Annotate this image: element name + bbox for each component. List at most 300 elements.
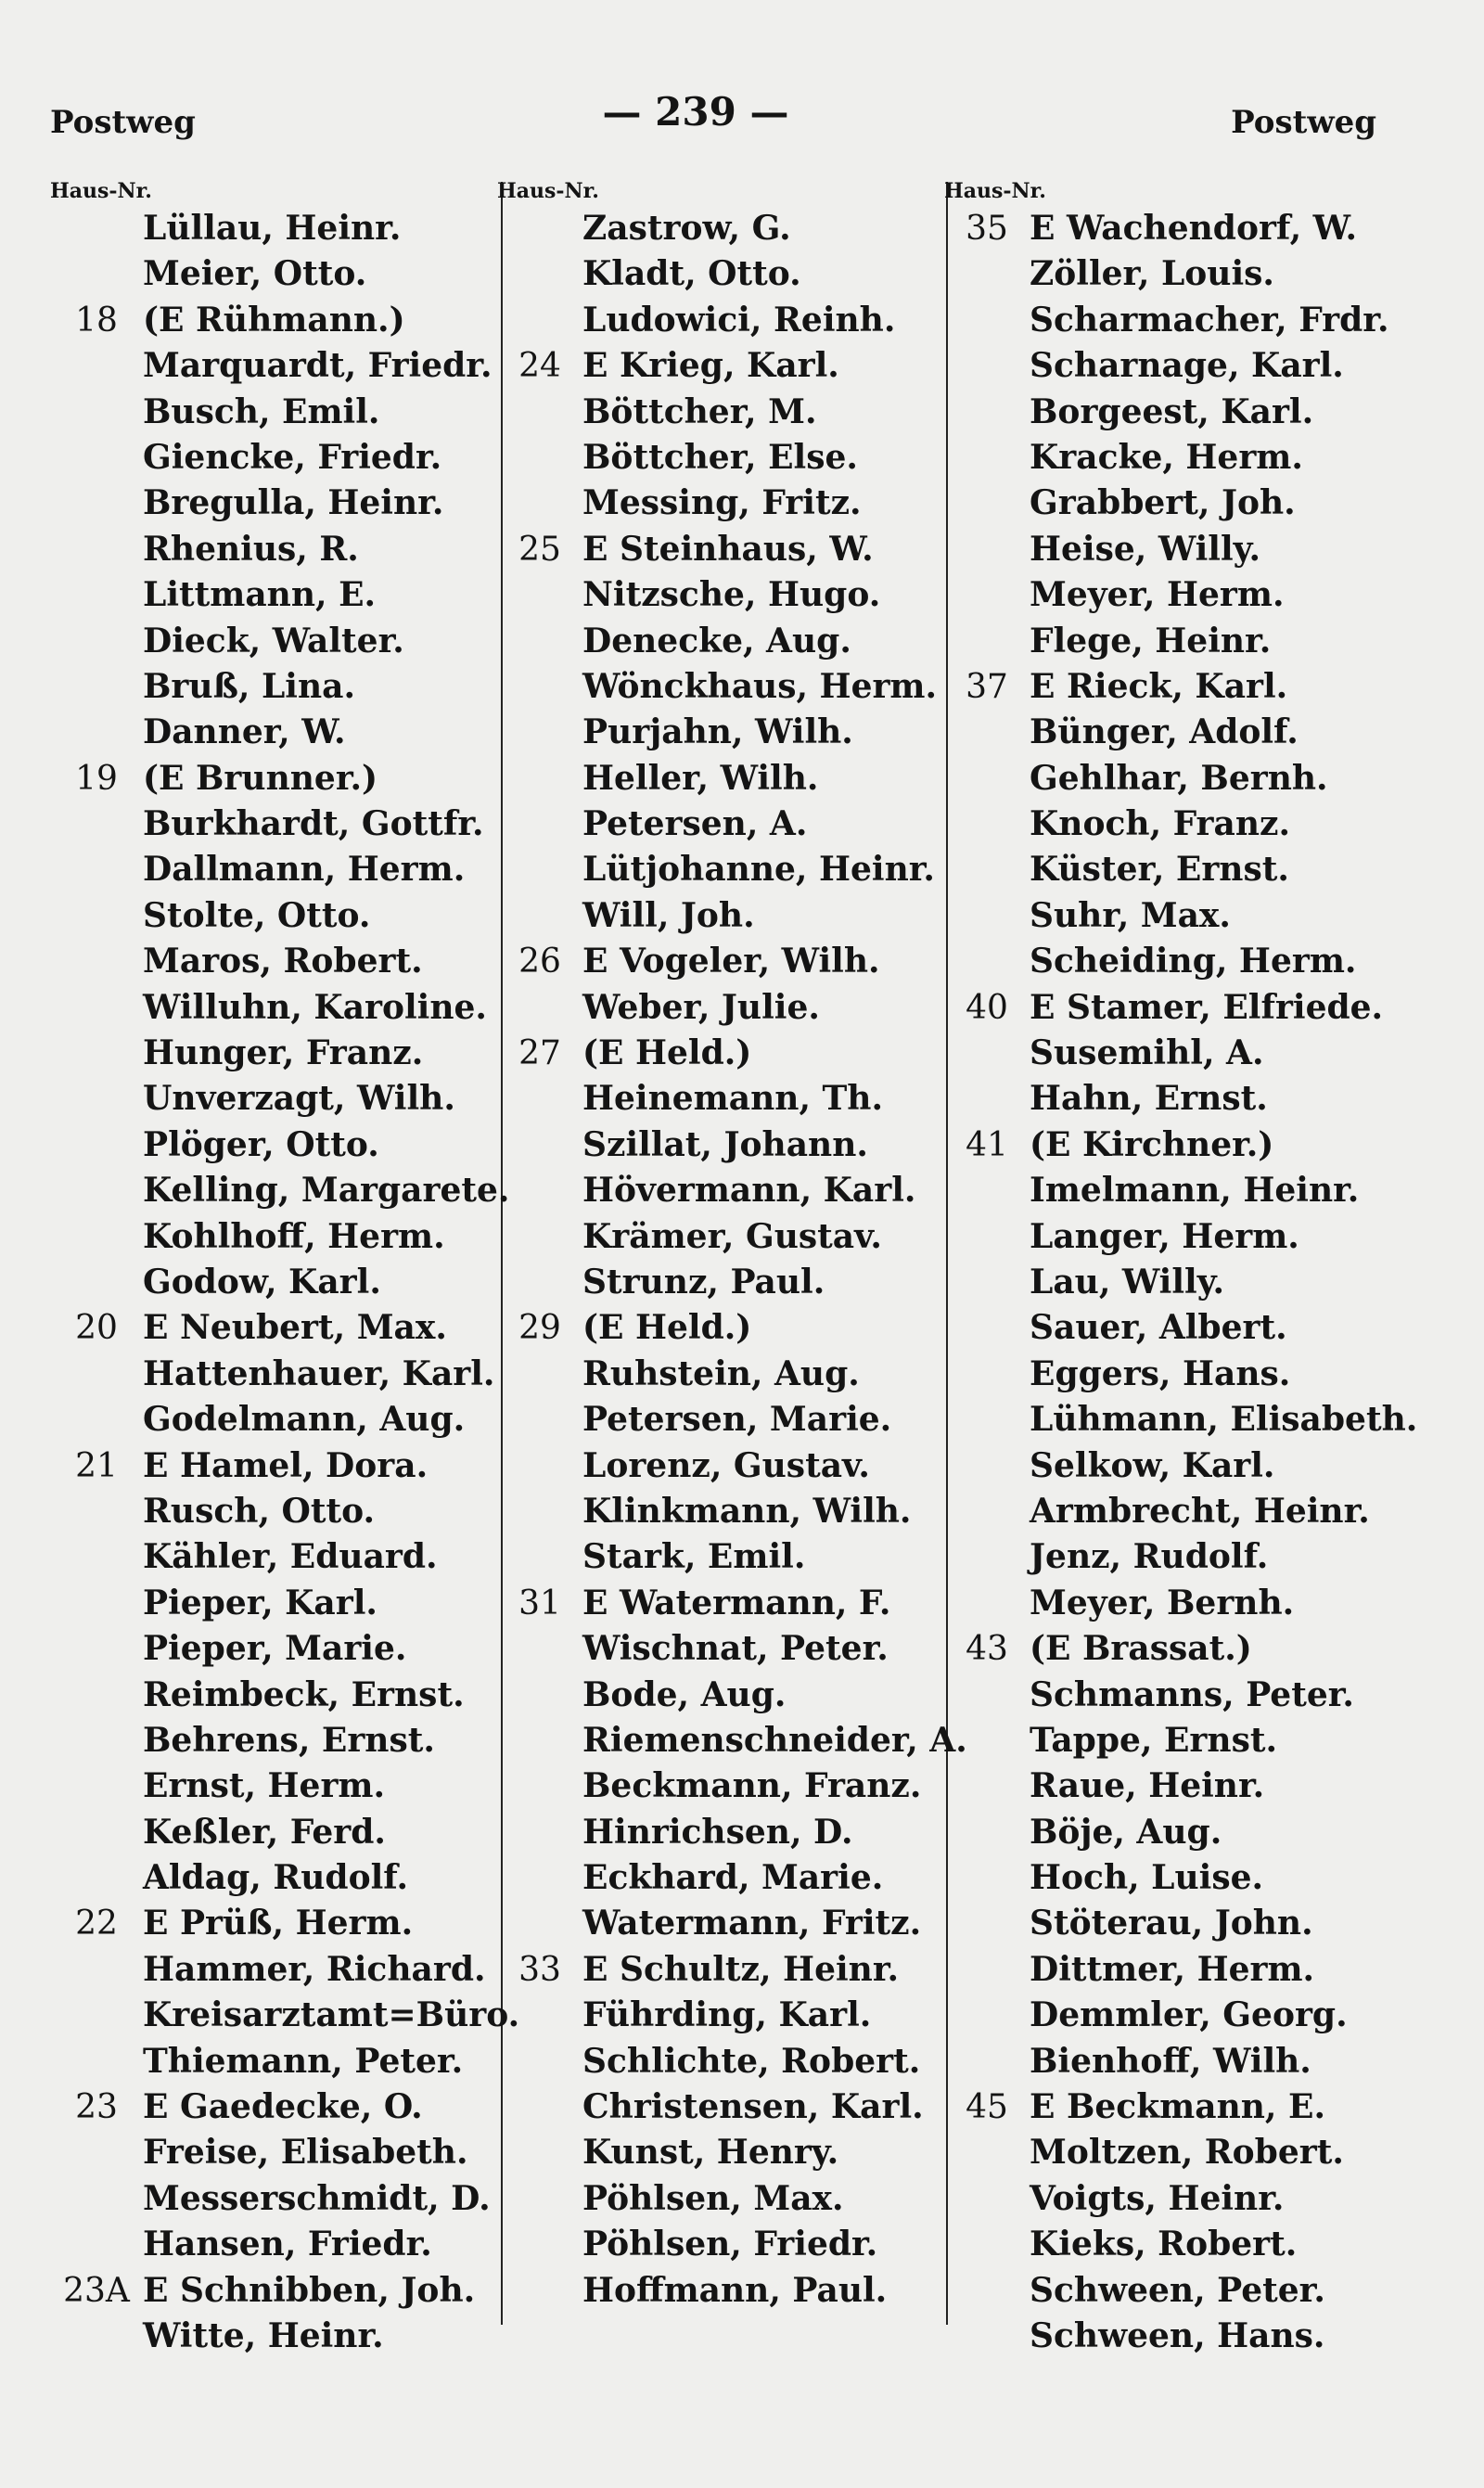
resident-name: Stolte, Otto. [143, 895, 371, 935]
directory-entry [944, 710, 1426, 755]
resident-name: Ruhstein, Aug. [582, 1353, 860, 1393]
resident-name: E Watermann, F. [582, 1583, 891, 1622]
directory-entry [944, 939, 1426, 984]
directory-entry [50, 710, 495, 755]
resident-name: Lau, Willy. [1030, 1262, 1225, 1302]
resident-name: Hattenhauer, Karl. [143, 1353, 495, 1393]
house-number: 31 [518, 1584, 561, 1622]
resident-name: Behrens, Ernst. [143, 1720, 435, 1760]
directory-entry [50, 1305, 495, 1351]
directory-entry [944, 343, 1426, 389]
directory-entry [50, 664, 495, 710]
resident-name: Purjahn, Wilh. [582, 712, 853, 752]
directory-entry [944, 664, 1426, 710]
directory-entry [50, 847, 495, 892]
directory-entry [50, 481, 495, 526]
resident-name: Will, Joh. [582, 895, 755, 935]
resident-name: Armbrecht, Heinr. [1030, 1491, 1370, 1531]
resident-name: Zöller, Louis. [1030, 254, 1274, 294]
directory-entry [497, 481, 942, 526]
resident-name: Watermann, Fritz. [582, 1904, 922, 1943]
resident-name: E Krieg, Karl. [582, 346, 839, 386]
resident-name: Gehlhar, Bernh. [1030, 758, 1328, 798]
resident-name: Kracke, Herm. [1030, 437, 1303, 477]
directory-entry [944, 1718, 1426, 1763]
directory-entry [50, 1901, 495, 1946]
resident-name: Meyer, Bernh. [1030, 1583, 1295, 1622]
directory-entry [497, 2084, 942, 2130]
directory-entry [497, 802, 942, 847]
resident-name: Flege, Heinr. [1030, 621, 1272, 660]
directory-entry [497, 2222, 942, 2267]
directory-entry [497, 2039, 942, 2084]
resident-name: Beckmann, Franz. [582, 1766, 922, 1806]
directory-entry [497, 664, 942, 710]
resident-name: Godelmann, Aug. [143, 1400, 466, 1440]
resident-name: Kohlhoff, Herm. [143, 1216, 445, 1256]
resident-name: Strunz, Paul. [582, 1262, 825, 1302]
resident-name: Hoffmann, Paul. [582, 2270, 888, 2310]
directory-entry [944, 481, 1426, 526]
resident-name: E Hamel, Dora. [143, 1445, 429, 1485]
directory-entry [497, 985, 942, 1031]
house-number: 24 [518, 347, 561, 386]
directory-entry [50, 893, 495, 939]
directory-entry [944, 1581, 1426, 1626]
house-number: 23 [75, 2088, 118, 2127]
resident-name: Maros, Robert. [143, 942, 423, 981]
directory-entry [944, 1626, 1426, 1672]
resident-name: Pöhlsen, Max. [582, 2178, 844, 2218]
directory-entry [497, 1031, 942, 1076]
directory-entry [944, 1352, 1426, 1397]
resident-name: E Schultz, Heinr. [582, 1949, 900, 1989]
house-number: 19 [75, 759, 118, 798]
directory-entry [497, 1810, 942, 1855]
page-number: — 239 — [602, 89, 789, 135]
resident-name: Meier, Otto. [143, 254, 367, 294]
resident-name: Schlichte, Robert. [582, 2041, 921, 2081]
directory-entry [497, 435, 942, 481]
resident-name: E Schnibben, Joh. [143, 2270, 476, 2310]
resident-name: Hunger, Franz. [143, 1033, 424, 1073]
directory-entry [50, 1947, 495, 1993]
directory-entry [50, 2222, 495, 2267]
house-number: 25 [518, 530, 561, 569]
resident-name: Krämer, Gustav. [582, 1216, 882, 1256]
house-number: 43 [966, 1630, 1008, 1669]
resident-name: Christensen, Karl. [582, 2087, 924, 2127]
directory-entry [497, 1214, 942, 1260]
resident-name: Burkhardt, Gottfr. [143, 804, 484, 844]
directory-entry [497, 710, 942, 755]
directory-entry [497, 1947, 942, 1993]
directory-entry [50, 251, 495, 297]
directory-entry [497, 1763, 942, 1809]
directory-entry [944, 1443, 1426, 1489]
directory-entry [944, 2268, 1426, 2314]
directory-entry [944, 619, 1426, 664]
resident-name: E Neubert, Max. [143, 1308, 447, 1348]
resident-name: Ernst, Herm. [143, 1766, 386, 1806]
directory-entry [50, 2130, 495, 2175]
directory-entry [944, 1810, 1426, 1855]
resident-name: Hinrichsen, D. [582, 1812, 853, 1852]
directory-column-1 [50, 176, 520, 2359]
directory-entry [497, 1993, 942, 2038]
resident-name: Bode, Aug. [582, 1674, 787, 1714]
directory-entry [497, 2176, 942, 2222]
directory-entry [50, 1993, 520, 2038]
resident-name: Wönckhaus, Herm. [582, 666, 938, 706]
resident-name: Ludowici, Reinh. [582, 300, 896, 340]
directory-entry [50, 1534, 495, 1580]
house-number: 40 [966, 988, 1008, 1027]
directory-entry [50, 1260, 495, 1305]
directory-entry [944, 206, 1426, 251]
directory-entry [944, 1122, 1426, 1168]
resident-name: Marquardt, Friedr. [143, 346, 493, 386]
directory-entry [944, 893, 1426, 939]
resident-name: Suhr, Max. [1030, 895, 1231, 935]
directory-entry [50, 2039, 495, 2084]
directory-entry [944, 1214, 1426, 1260]
resident-name: Kähler, Eduard. [143, 1537, 438, 1577]
directory-entry [50, 435, 495, 481]
resident-name: Stark, Emil. [582, 1537, 806, 1577]
directory-entry [497, 2268, 942, 2314]
directory-entry [50, 527, 495, 572]
directory-entry [944, 1673, 1426, 1718]
directory-entry [944, 527, 1426, 572]
column-heading: Haus-Nr. [497, 179, 599, 203]
resident-name: Hoch, Luise. [1030, 1858, 1264, 1898]
resident-name: Hövermann, Karl. [582, 1171, 916, 1211]
column-heading: Haus-Nr. [944, 179, 1046, 203]
resident-name: Rhenius, R. [143, 529, 359, 569]
resident-name: Reimbeck, Ernst. [143, 1674, 465, 1714]
resident-name: Hahn, Ernst. [1030, 1079, 1268, 1119]
resident-name: E Steinhaus, W. [582, 529, 874, 569]
resident-name: Scharmacher, Frdr. [1030, 300, 1389, 340]
directory-entry [497, 1122, 942, 1168]
directory-entry [944, 1855, 1426, 1901]
directory-entry [497, 893, 942, 939]
resident-name: Dieck, Walter. [143, 621, 404, 660]
house-number: 27 [518, 1034, 561, 1073]
directory-entry [497, 1397, 942, 1443]
resident-name: Keßler, Ferd. [143, 1812, 386, 1852]
directory-entry [497, 2130, 942, 2175]
house-number: 23A [63, 2271, 130, 2310]
resident-name: Schween, Hans. [1030, 2315, 1325, 2355]
resident-name: Lüllau, Heinr. [143, 209, 402, 248]
directory-entry [50, 2268, 495, 2314]
resident-name: Heise, Willy. [1030, 529, 1260, 569]
resident-name: Willuhn, Karoline. [143, 987, 487, 1027]
resident-name: Eggers, Hans. [1030, 1353, 1291, 1393]
resident-name: Hansen, Friedr. [143, 2225, 432, 2264]
directory-entry [50, 1810, 495, 1855]
house-number: 45 [966, 2088, 1008, 2127]
column-heading: Haus-Nr. [50, 179, 152, 203]
house-number: 29 [518, 1309, 561, 1348]
resident-name: Pieper, Marie. [143, 1629, 407, 1669]
directory-entry [50, 1443, 495, 1489]
directory-entry [944, 572, 1426, 618]
directory-entry [50, 1855, 495, 1901]
directory-entry [944, 298, 1426, 343]
directory-entry [944, 2084, 1426, 2130]
resident-name: Bruß, Lina. [143, 666, 356, 706]
resident-name: E Gaedecke, O. [143, 2087, 423, 2127]
directory-entry [944, 1397, 1426, 1443]
house-number: 26 [518, 943, 561, 981]
directory-entry [944, 1168, 1426, 1213]
resident-name: Susemihl, A. [1030, 1033, 1264, 1073]
resident-name: E Prüß, Herm. [143, 1904, 414, 1943]
resident-name: Heller, Wilh. [582, 758, 819, 798]
directory-entry [944, 435, 1426, 481]
resident-name: Kunst, Henry. [582, 2133, 839, 2173]
resident-name: Dallmann, Herm. [143, 850, 466, 890]
resident-name: Godow, Karl. [143, 1262, 381, 1302]
house-number: 35 [966, 210, 1008, 248]
resident-name: Petersen, Marie. [582, 1400, 892, 1440]
resident-name: Bünger, Adolf. [1030, 712, 1298, 752]
directory-entry [944, 756, 1426, 802]
resident-name: Imelmann, Heinr. [1030, 1171, 1360, 1211]
directory-entry [944, 1076, 1426, 1122]
resident-name: Riemenschneider, A. [582, 1720, 967, 1760]
resident-name: Kelling, Margarete. [143, 1171, 510, 1211]
directory-entry [944, 1031, 1426, 1076]
resident-name: Borgeest, Karl. [1030, 391, 1314, 431]
directory-entry [944, 2222, 1426, 2267]
resident-name: Aldag, Rudolf. [143, 1858, 409, 1898]
directory-entry [50, 343, 495, 389]
resident-name: Eckhard, Marie. [582, 1858, 884, 1898]
resident-name: Pieper, Karl. [143, 1583, 377, 1622]
directory-entry [50, 1581, 495, 1626]
directory-entry [50, 206, 495, 251]
directory-entry [497, 1718, 967, 1763]
resident-name: Denecke, Aug. [582, 621, 851, 660]
resident-name: Scharnage, Karl. [1030, 346, 1344, 386]
directory-entry [497, 1534, 942, 1580]
house-number: 41 [966, 1125, 1008, 1164]
directory-entry [497, 390, 942, 435]
resident-name: Böttcher, Else. [582, 437, 858, 477]
house-number: 18 [75, 301, 118, 340]
resident-name: Schween, Peter. [1030, 2270, 1325, 2310]
resident-name: Sauer, Albert. [1030, 1308, 1287, 1348]
directory-entry [944, 2039, 1426, 2084]
resident-name: (E Brassat.) [1030, 1629, 1252, 1669]
resident-name: Voigts, Heinr. [1030, 2178, 1285, 2218]
resident-name: Witte, Heinr. [143, 2315, 384, 2355]
directory-entry [944, 1763, 1426, 1809]
resident-name: Petersen, A. [582, 804, 808, 844]
resident-name: Langer, Herm. [1030, 1216, 1299, 1256]
resident-name: Danner, W. [143, 712, 346, 752]
resident-name: Pöhlsen, Friedr. [582, 2225, 878, 2264]
directory-entry [944, 847, 1426, 892]
directory-entry [497, 527, 942, 572]
resident-name: Bregulla, Heinr. [143, 483, 444, 523]
resident-name: Dittmer, Herm. [1030, 1949, 1315, 1989]
directory-entry [50, 1626, 495, 1672]
directory-entry [497, 1305, 942, 1351]
directory-column-2 [497, 176, 967, 2314]
directory-entry [50, 390, 495, 435]
directory-entry [497, 1352, 942, 1397]
resident-name: Selkow, Karl. [1030, 1445, 1275, 1485]
resident-name: (E Kirchner.) [1030, 1124, 1274, 1164]
directory-entry [50, 2176, 495, 2222]
directory-entry [944, 1993, 1426, 2038]
directory-entry [497, 619, 942, 664]
resident-name: Meyer, Herm. [1030, 575, 1285, 615]
resident-name: Szillat, Johann. [582, 1124, 868, 1164]
directory-entry [944, 1901, 1426, 1946]
directory-column-3 [944, 176, 1426, 2359]
resident-name: E Vogeler, Wilh. [582, 942, 880, 981]
directory-entry [497, 298, 942, 343]
resident-name: Zastrow, G. [582, 209, 791, 248]
directory-entry [50, 1397, 495, 1443]
directory-entry [944, 1534, 1426, 1580]
directory-entry [944, 1489, 1426, 1534]
directory-entry [497, 1673, 942, 1718]
directory-entry [50, 1031, 495, 1076]
directory-entry [497, 1443, 942, 1489]
directory-entry [50, 1718, 495, 1763]
house-number: 33 [518, 1950, 561, 1989]
resident-name: Rusch, Otto. [143, 1491, 376, 1531]
resident-name: Plöger, Otto. [143, 1124, 379, 1164]
directory-entry [944, 251, 1426, 297]
directory-entry [497, 1581, 942, 1626]
directory-entry [944, 1947, 1426, 1993]
resident-name: Führding, Karl. [582, 1995, 872, 2035]
resident-name: Heinemann, Th. [582, 1079, 883, 1119]
resident-name: Wischnat, Peter. [582, 1629, 889, 1669]
directory-entry [944, 985, 1426, 1031]
resident-name: Stöterau, John. [1030, 1904, 1313, 1943]
directory-entry [497, 1168, 942, 1213]
house-number: 20 [75, 1309, 118, 1348]
directory-entry [497, 343, 942, 389]
resident-name: (E Brunner.) [143, 758, 378, 798]
resident-name: Nitzsche, Hugo. [582, 575, 881, 615]
resident-name: Lühmann, Elisabeth. [1030, 1400, 1418, 1440]
house-number: 22 [75, 1904, 118, 1943]
directory-entry [497, 572, 942, 618]
resident-name: Littmann, E. [143, 575, 377, 615]
resident-name: Grabbert, Joh. [1030, 483, 1296, 523]
resident-name: E Beckmann, E. [1030, 2087, 1325, 2127]
directory-entry [50, 2084, 495, 2130]
directory-entry [497, 756, 942, 802]
resident-name: E Stamer, Elfriede. [1030, 987, 1384, 1027]
resident-name: Busch, Emil. [143, 391, 380, 431]
directory-entry [944, 2314, 1426, 2359]
directory-entry [50, 939, 495, 984]
directory-entry [497, 251, 942, 297]
resident-name: Weber, Julie. [582, 987, 820, 1027]
directory-entry [50, 985, 495, 1031]
directory-entry [50, 1214, 495, 1260]
resident-name: (E Held.) [582, 1308, 752, 1348]
directory-entry [944, 802, 1426, 847]
directory-entry [497, 206, 942, 251]
directory-entry [497, 1489, 942, 1534]
directory-entry [50, 572, 495, 618]
directory-entry [497, 1901, 942, 1946]
resident-name: Hammer, Richard. [143, 1949, 486, 1989]
directory-entry [50, 756, 495, 802]
resident-name: Messing, Fritz. [582, 483, 862, 523]
house-number: 37 [966, 667, 1008, 706]
resident-name: Bienhoff, Wilh. [1030, 2041, 1311, 2081]
resident-name: E Wachendorf, W. [1030, 209, 1358, 248]
directory-entry [944, 2176, 1426, 2222]
resident-name: Klinkmann, Wilh. [582, 1491, 912, 1531]
directory-entry [50, 1673, 495, 1718]
directory-entry [50, 1168, 510, 1213]
resident-name: (E Rühmann.) [143, 300, 405, 340]
resident-name: Jenz, Rudolf. [1030, 1537, 1269, 1577]
resident-name: (E Held.) [582, 1033, 752, 1073]
directory-entry [944, 2130, 1426, 2175]
directory-entry [497, 1076, 942, 1122]
directory-entry [50, 1122, 495, 1168]
resident-name: Scheiding, Herm. [1030, 942, 1357, 981]
resident-name: Unverzagt, Wilh. [143, 1079, 455, 1119]
resident-name: Raue, Heinr. [1030, 1766, 1265, 1806]
directory-entry [497, 1855, 942, 1901]
resident-name: Knoch, Franz. [1030, 804, 1291, 844]
resident-name: E Rieck, Karl. [1030, 666, 1288, 706]
resident-name: Moltzen, Robert. [1030, 2133, 1344, 2173]
running-head-left: Postweg [50, 104, 196, 141]
directory-entry [944, 390, 1426, 435]
resident-name: Böttcher, M. [582, 391, 817, 431]
directory-entry [497, 1260, 942, 1305]
resident-name: Giencke, Friedr. [143, 437, 442, 477]
directory-entry [50, 1076, 495, 1122]
directory-entry [944, 1305, 1426, 1351]
directory-entry [944, 1260, 1426, 1305]
resident-name: Küster, Ernst. [1030, 850, 1289, 890]
directory-entry [50, 2314, 495, 2359]
resident-name: Böje, Aug. [1030, 1812, 1222, 1852]
directory-entry [497, 1626, 942, 1672]
directory-entry [50, 802, 495, 847]
resident-name: Demmler, Georg. [1030, 1995, 1348, 2035]
resident-name: Tappe, Ernst. [1030, 1720, 1277, 1760]
resident-name: Kladt, Otto. [582, 254, 801, 294]
resident-name: Lorenz, Gustav. [582, 1445, 870, 1485]
running-head-right: Postweg [1231, 104, 1376, 141]
directory-entry [497, 939, 942, 984]
resident-name: Kreisarztamt=Büro. [143, 1995, 520, 2035]
resident-name: Messerschmidt, D. [143, 2178, 491, 2218]
directory-entry [497, 847, 942, 892]
directory-entry [50, 619, 495, 664]
directory-entry [50, 1352, 495, 1397]
